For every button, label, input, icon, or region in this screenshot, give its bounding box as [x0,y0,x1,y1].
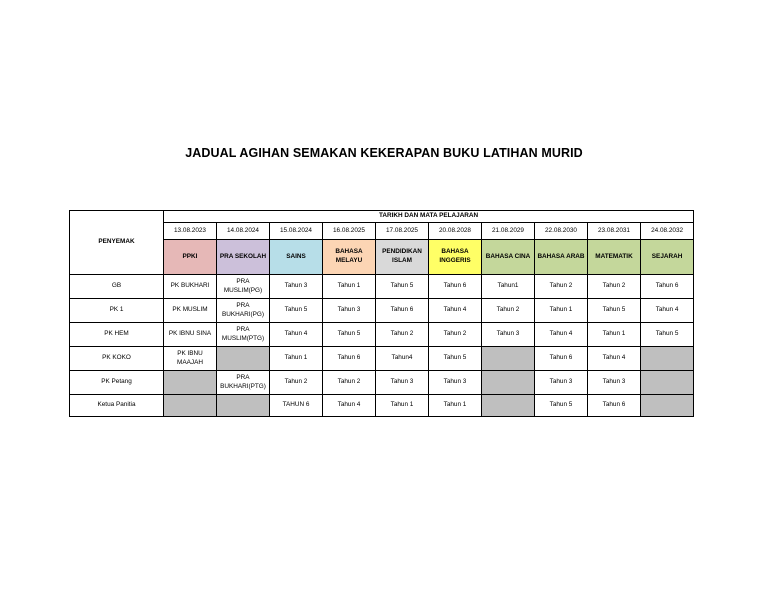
table-cell: Tahun 2 [588,275,641,299]
header-row-group [70,211,694,223]
blank-cell [641,347,694,371]
table-cell: Tahun 4 [429,299,482,323]
table-row [70,347,694,371]
date-header-2: 14.08.2024 [217,223,270,240]
row-label: PK HEM [70,323,164,347]
subject-header-pra-sekolah: PRA SEKOLAH [217,240,270,275]
table-cell: Tahun 1 [323,275,376,299]
table-cell: PK MUSLIM [164,299,217,323]
subject-header-bahasa-cina: BAHASA CINA [482,240,535,275]
table-cell: Tahun 5 [376,275,429,299]
table-cell: Tahun 1 [535,299,588,323]
table-row [70,299,694,323]
blank-cell [164,395,217,417]
table-cell: PRA BUKHARI(PTG) [217,371,270,395]
table-cell: PK BUKHARI [164,275,217,299]
row-label: GB [70,275,164,299]
subject-header-pendidikan-islam: PENDIDIKAN ISLAM [376,240,429,275]
table-cell: Tahun 1 [376,395,429,417]
table-cell: PK IBNU SINA [164,323,217,347]
header-row-dates [70,223,694,240]
table-cell: Tahun 6 [535,347,588,371]
table-cell: Tahun 5 [270,299,323,323]
table-cell: Tahun 3 [535,371,588,395]
table-cell: Tahun4 [376,347,429,371]
table-cell: Tahun 6 [641,275,694,299]
subject-header-sejarah: SEJARAH [641,240,694,275]
table-cell: Tahun 1 [270,347,323,371]
table-cell: Tahun 5 [641,323,694,347]
table-cell: Tahun1 [482,275,535,299]
table-cell: Tahun 3 [429,371,482,395]
blank-cell [641,395,694,417]
table-cell: Tahun 5 [323,323,376,347]
table-cell: Tahun 2 [323,371,376,395]
table-cell: Tahun 4 [588,347,641,371]
table-cell: Tahun 3 [482,323,535,347]
table-cell: TAHUN 6 [270,395,323,417]
table-cell: Tahun 4 [323,395,376,417]
blank-cell [641,371,694,395]
table-cell: Tahun 5 [588,299,641,323]
date-header-4: 16.08.2025 [323,223,376,240]
table-cell: Tahun 2 [482,299,535,323]
table-cell: Tahun 4 [535,323,588,347]
table-cell: Tahun 4 [641,299,694,323]
blank-cell [482,371,535,395]
table-row [70,275,694,299]
table-row [70,395,694,417]
row-label: Ketua Panitia [70,395,164,417]
date-header-5: 17.08.2025 [376,223,429,240]
table-cell: Tahun 2 [429,323,482,347]
row-label: PK Petang [70,371,164,395]
subject-header-matematik: MATEMATIK [588,240,641,275]
row-label: PK 1 [70,299,164,323]
blank-cell [217,395,270,417]
subject-header-bahasa-arab: BAHASA ARAB [535,240,588,275]
table-cell: Tahun 3 [270,275,323,299]
table-cell: Tahun 5 [535,395,588,417]
table-row [70,371,694,395]
table-cell: Tahun 4 [270,323,323,347]
subject-header-bahasa-melayu: BAHASA MELAYU [323,240,376,275]
table-cell: PRA MUSLIM(PG) [217,275,270,299]
date-header-1: 13.08.2023 [164,223,217,240]
subject-header-bahasa-inggeris: BAHASA INGGERIS [429,240,482,275]
date-header-9: 23.08.2031 [588,223,641,240]
table-cell: Tahun 2 [270,371,323,395]
table-cell: PRA MUSLIM(PTG) [217,323,270,347]
date-header-8: 22.08.2030 [535,223,588,240]
table-cell: Tahun 6 [323,347,376,371]
table-cell: Tahun 6 [588,395,641,417]
table-cell: Tahun 1 [429,395,482,417]
row-label: PK KOKO [70,347,164,371]
table-cell: Tahun 5 [429,347,482,371]
table-cell: Tahun 6 [376,299,429,323]
blank-cell [164,371,217,395]
table-cell: Tahun 3 [323,299,376,323]
document-title: JADUAL AGIHAN SEMAKAN KEKERAPAN BUKU LATIHAN MURID [185,146,583,160]
subject-header-ppki: PPKI [164,240,217,275]
blank-cell [482,347,535,371]
header-row-subjects [70,240,694,275]
blank-cell [217,347,270,371]
table-cell: Tahun 3 [376,371,429,395]
date-header-7: 21.08.2029 [482,223,535,240]
table-cell: Tahun 6 [429,275,482,299]
schedule-table [69,210,694,417]
date-header-6: 20.08.2028 [429,223,482,240]
table-cell: PRA BUKHARI(PG) [217,299,270,323]
group-header: TARIKH DAN MATA PELAJARAN [164,211,694,223]
blank-cell [482,395,535,417]
table-cell: Tahun 3 [588,371,641,395]
table-cell: PK IBNU MAAJAH [164,347,217,371]
date-header-10: 24.08.2032 [641,223,694,240]
table-cell: Tahun 2 [535,275,588,299]
subject-header-sains: SAINS [270,240,323,275]
corner-header: PENYEMAK [70,211,164,275]
date-header-3: 15.08.2024 [270,223,323,240]
table-row [70,323,694,347]
table-cell: Tahun 1 [588,323,641,347]
table-cell: Tahun 2 [376,323,429,347]
